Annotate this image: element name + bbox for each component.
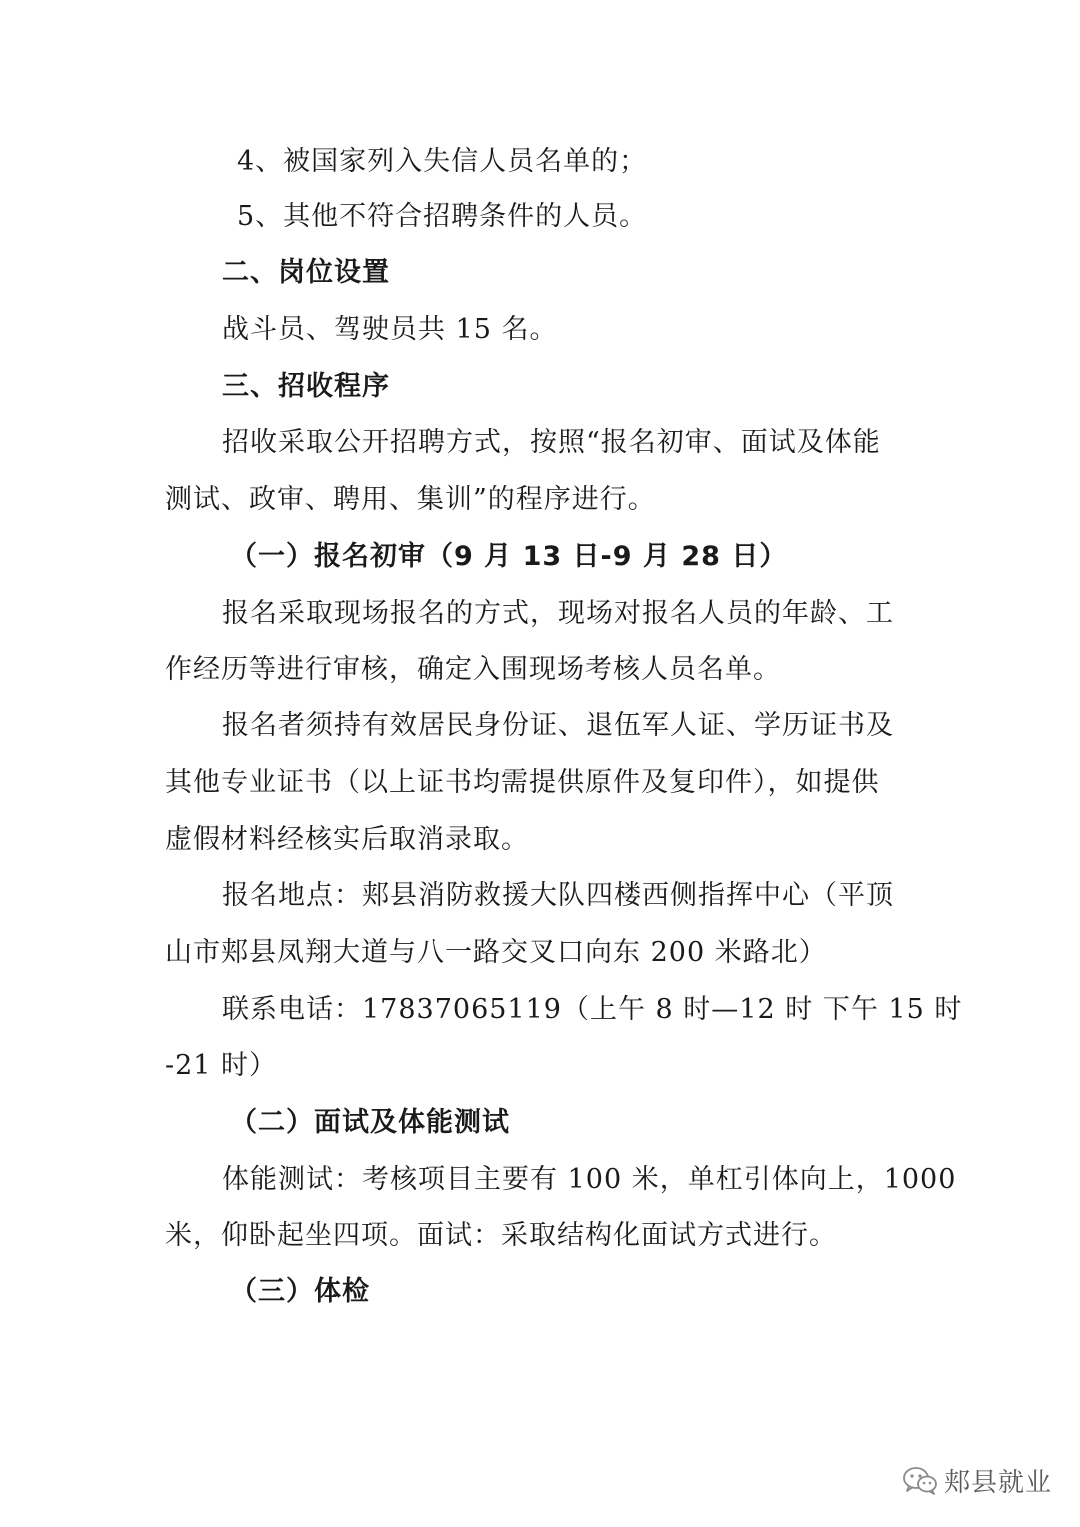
section-heading-positions: 二、岗位设置 [222,257,390,288]
paragraph-phone-line1: 联系电话：17837065119（上午 8 时—12 时 下午 15 时 [222,994,963,1025]
watermark-text: 郏县就业 [944,1467,1053,1498]
paragraph-location-line1: 报名地点：郏县消防救援大队四楼西侧指挥中心（平顶 [222,880,894,911]
paragraph-registration-line1: 报名采取现场报名的方式，现场对报名人员的年龄、工 [222,598,894,629]
paragraph-procedure-line1: 招收采取公开招聘方式，按照“报名初审、面试及体能 [222,427,881,458]
subsection-heading-interview: （二）面试及体能测试 [230,1107,510,1138]
wechat-icon [902,1465,938,1495]
paragraph-documents-line1: 报名者须持有效居民身份证、退伍军人证、学历证书及 [222,710,894,741]
list-item-4: 4、被国家列入失信人员名单的； [237,146,648,177]
paragraph-documents-line2: 其他专业证书（以上证书均需提供原件及复印件），如提供 [165,767,880,798]
paragraph-procedure-line2: 测试、政审、聘用、集训”的程序进行。 [165,484,656,515]
paragraph-documents-line3: 虚假材料经核实后取消录取。 [165,824,529,855]
subsection-heading-medical: （三）体检 [230,1276,370,1307]
paragraph-location-line2: 山市郏县凤翔大道与八一路交叉口向东 200 米路北） [165,937,827,968]
paragraph-phone-line2: -21 时） [165,1050,278,1081]
list-item-5: 5、其他不符合招聘条件的人员。 [237,201,648,232]
paragraph-registration-line2: 作经历等进行审核，确定入围现场考核人员名单。 [165,654,781,685]
paragraph-fitness-line2: 米，仰卧起坐四项。面试：采取结构化面试方式进行。 [165,1220,837,1251]
subsection-heading-registration: （一）报名初审（9 月 13 日-9 月 28 日） [230,541,788,572]
paragraph-fitness-line1: 体能测试：考核项目主要有 100 米，单杠引体向上，1000 [222,1164,957,1195]
paragraph-positions: 战斗员、驾驶员共 15 名。 [222,314,558,345]
wechat-watermark [902,1460,1052,1500]
section-heading-procedure: 三、招收程序 [222,371,390,402]
